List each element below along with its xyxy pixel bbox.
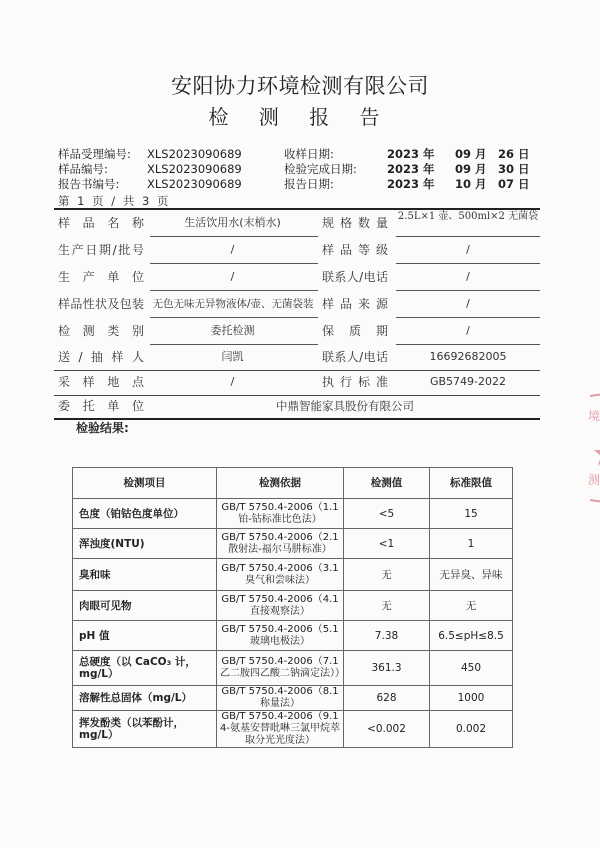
info-value: 2.5L×1 壶、500ml×2 无菌袋 [397, 211, 539, 222]
client-label-text: 委 托 单 位 [58, 399, 144, 413]
info-label [58, 211, 144, 235]
meta-value: XLS2023090689 [147, 177, 242, 191]
meta-label: 样品编号: [58, 162, 108, 176]
info-label [322, 345, 388, 369]
result-item: 肉眼可见物 [73, 591, 217, 621]
result-value: 361.3 [344, 651, 430, 686]
company-seal [582, 390, 600, 505]
info-label-text: 采 样 地 点 [58, 375, 144, 389]
info-value: / [230, 270, 235, 283]
info-value: / [466, 270, 470, 283]
info-label [58, 265, 144, 289]
info-label-text: 样 品 来 源 [322, 297, 388, 311]
result-method: GB/T 5750.4-2006（2.1 散射法-福尔马肼标准） [217, 529, 344, 559]
date-day: 26 日 [498, 147, 530, 161]
info-value: / [230, 243, 235, 256]
results-title: 检验结果: [76, 421, 129, 435]
date-label: 报告日期: [284, 177, 334, 191]
results-row [73, 559, 513, 591]
result-item: 浑浊度(NTU) [73, 529, 217, 559]
result-item: pH 值 [73, 621, 217, 651]
svg-text:测: 测 [588, 473, 600, 487]
results-header-row [73, 468, 513, 499]
result-limit: 无 [430, 591, 513, 621]
info-label-text: 样 品 性 状 及 包 装 [58, 297, 144, 311]
result-limit: 无异臭、异味 [430, 559, 513, 591]
date-label: 收样日期: [284, 147, 334, 161]
field-underline [396, 263, 540, 264]
meta-value: XLS2023090689 [147, 147, 242, 161]
result-value: 无 [344, 559, 430, 591]
result-limit: 1000 [430, 686, 513, 711]
info-label-text: 生 产 单 位 [58, 270, 144, 284]
date-month: 10 月 [455, 177, 487, 191]
info-label [58, 238, 144, 262]
info-label-text: 保 质 期 [322, 324, 388, 338]
result-method: GB/T 5750.4-2006（7.1 乙二胺四乙酸二钠滴定法）） [217, 651, 344, 686]
result-item: 臭和味 [73, 559, 217, 591]
info-value: 16692682005 [429, 350, 507, 363]
result-limit: 15 [430, 499, 513, 529]
result-item: 挥发酚类（以苯酚计，mg/L） [73, 711, 217, 748]
info-label-text: 送 / 抽 样 人 [58, 350, 144, 364]
results-row [73, 651, 513, 686]
result-item: 色度（铂钴色度单位） [73, 499, 217, 529]
results-row [73, 499, 513, 529]
info-label [58, 292, 144, 316]
info-label [322, 292, 388, 316]
client-label [58, 394, 144, 418]
meta-value: XLS2023090689 [147, 162, 242, 176]
info-label [322, 238, 388, 262]
date-month: 09 月 [455, 147, 487, 161]
field-underline [396, 290, 540, 291]
field-underline [396, 317, 540, 318]
info-label [58, 370, 144, 394]
date-day: 07 日 [498, 177, 530, 191]
result-limit: 0.002 [430, 711, 513, 748]
field-underline [150, 317, 318, 318]
result-value: <1 [344, 529, 430, 559]
result-value: 628 [344, 686, 430, 711]
info-value: / [466, 243, 470, 256]
results-row [73, 529, 513, 559]
svg-text:境: 境 [588, 409, 600, 423]
meta-label: 报告书编号: [58, 177, 120, 191]
date-year: 2023 年 [387, 162, 435, 176]
result-method: GB/T 5750.4-2006（4.1 直接观察法） [217, 591, 344, 621]
field-underline [396, 236, 540, 237]
date-year: 2023 年 [387, 147, 435, 161]
date-label: 检验完成日期: [284, 162, 357, 176]
info-label [322, 211, 388, 235]
field-underline [150, 263, 318, 264]
info-label-text: 执 行 标 准 [322, 375, 388, 389]
result-value: <0.002 [344, 711, 430, 748]
info-value: 生活饮用水(末梢水) [184, 216, 281, 229]
info-label-text: 联 系 人 / 电 话 [322, 350, 388, 364]
info-label [322, 319, 388, 343]
result-limit: 6.5≤pH≤8.5 [430, 621, 513, 651]
results-table [72, 467, 513, 748]
info-value: 无色无味无异物液体/壶、无菌袋装 [152, 298, 314, 310]
result-method: GB/T 5750.4-2006（8.1 称量法） [217, 686, 344, 711]
meta-label: 样品受理编号: [58, 147, 131, 161]
info-value: / [466, 297, 470, 310]
result-item: 溶解性总固体（mg/L） [73, 686, 217, 711]
field-underline [150, 236, 318, 237]
result-method: GB/T 5750.4-2006（5.1 玻璃电极法） [217, 621, 344, 651]
info-label [322, 265, 388, 289]
results-row [73, 686, 513, 711]
result-method: GB/T 5750.4-2006（9.1 4-氨基安替吡啉三氯甲烷萃取分光光度法） [217, 711, 344, 748]
report-title: 检 测 报 告 [208, 105, 392, 129]
date-year: 2023 年 [387, 177, 435, 191]
results-row [73, 711, 513, 748]
result-method: GB/T 5750.4-2006（3.1 臭气和尝味法） [217, 559, 344, 591]
info-label-text: 样 品 名 称 [58, 216, 144, 230]
field-underline [150, 290, 318, 291]
info-value: / [466, 324, 470, 337]
info-label-text: 联 系 人 / 电 话 [322, 270, 388, 284]
info-value: / [230, 375, 235, 388]
info-label-text: 生 产 日 期 / 批 号 [58, 243, 144, 257]
info-value: 委托检测 [210, 324, 255, 337]
result-limit: 1 [430, 529, 513, 559]
client-value: 中鼎智能家具股份有限公司 [276, 399, 414, 413]
col-header-value: 检测值 [344, 468, 430, 499]
result-value: 无 [344, 591, 430, 621]
info-label [58, 345, 144, 369]
results-row [73, 591, 513, 621]
info-value: GB5749-2022 [429, 375, 507, 388]
result-method: GB/T 5750.4-2006（1.1 铂-钴标准比色法） [217, 499, 344, 529]
result-item: 总硬度（以 CaCO₃ 计，mg/L） [73, 651, 217, 686]
date-day: 30 日 [498, 162, 530, 176]
divider [54, 208, 540, 210]
info-label-text: 检 测 类 别 [58, 324, 144, 338]
info-label [322, 370, 388, 394]
col-header-item: 检测项目 [73, 468, 217, 499]
info-value: 闫凯 [221, 350, 244, 363]
col-header-limit: 标准限值 [430, 468, 513, 499]
info-label [58, 319, 144, 343]
info-label-text: 规 格 数 量 [322, 216, 388, 230]
result-limit: 450 [430, 651, 513, 686]
result-value: 7.38 [344, 621, 430, 651]
result-value: <5 [344, 499, 430, 529]
info-label-text: 样 品 等 级 [322, 243, 388, 257]
date-month: 09 月 [455, 162, 487, 176]
page-indicator: 第 1 页 / 共 3 页 [58, 194, 171, 208]
results-row [73, 621, 513, 651]
company-name: 安阳协力环境检测有限公司 [171, 74, 429, 98]
col-header-method: 检测依据 [217, 468, 344, 499]
